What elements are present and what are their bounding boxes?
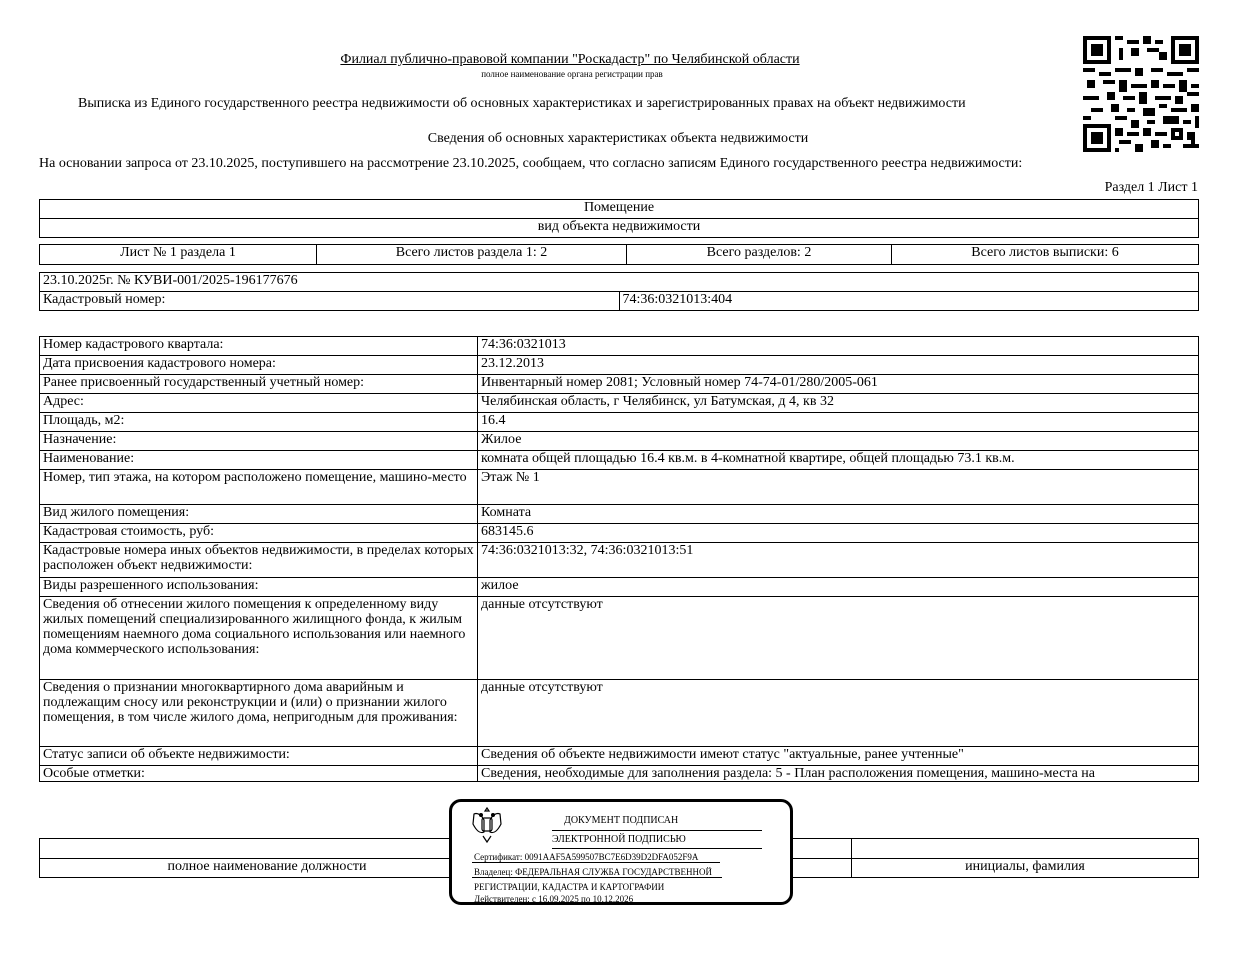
stamp-divider bbox=[472, 862, 720, 863]
row-label: Сведения о признании многоквартирного дома аварийным и подлежащим сносу или реконструкции и (или) о признании жилого помещения, в том числе жилого дома, непригодным для проживания: bbox=[40, 680, 478, 747]
table-row bbox=[40, 680, 1199, 747]
table-row bbox=[40, 505, 1199, 524]
coat-of-arms-icon bbox=[470, 806, 504, 844]
row-value: 74:36:0321013 bbox=[478, 337, 1199, 356]
position-cell bbox=[40, 839, 495, 859]
table-row bbox=[40, 578, 1199, 597]
stamp-certificate: Сертификат: 0091AAF5A599507BC7E6D39D2DFA052F9A bbox=[474, 852, 699, 862]
stamp-line1: ДОКУМЕНТ ПОДПИСАН bbox=[564, 815, 679, 826]
table-row bbox=[40, 356, 1199, 375]
stamp-valid: Действителен: с 16.09.2025 по 10.12.2026 bbox=[474, 894, 634, 904]
section-sheet: Раздел 1 Лист 1 bbox=[1104, 180, 1198, 195]
row-label: Площадь, м2: bbox=[40, 413, 478, 432]
table-row bbox=[40, 337, 1199, 356]
row-label: Кадастровая стоимость, руб: bbox=[40, 524, 478, 543]
total-sheets-section: Всего листов раздела 1: 2 bbox=[317, 245, 627, 265]
row-value: жилое bbox=[478, 578, 1199, 597]
row-value: 74:36:0321013:32, 74:36:0321013:51 bbox=[478, 543, 1199, 578]
doc-number-table bbox=[39, 272, 1199, 311]
row-label: Особые отметки: bbox=[40, 766, 478, 782]
stamp-divider bbox=[552, 830, 762, 831]
table-row bbox=[40, 375, 1199, 394]
document-title: Выписка из Единого государственного реестра недвижимости об основных характеристиках и зарегистрированных правах на объект недвижимости bbox=[78, 96, 966, 111]
row-value: Этаж № 1 bbox=[478, 470, 1199, 505]
row-value: Инвентарный номер 2081; Условный номер 74-74-01/280/2005-061 bbox=[478, 375, 1199, 394]
table-row bbox=[40, 524, 1199, 543]
row-value: Комната bbox=[478, 505, 1199, 524]
row-label: Наименование: bbox=[40, 451, 478, 470]
table-row bbox=[40, 597, 1199, 680]
table-row bbox=[40, 470, 1199, 505]
e-signature-stamp bbox=[449, 799, 793, 905]
object-kind-caption: вид объекта недвижимости bbox=[40, 219, 1199, 238]
row-label: Номер кадастрового квартала: bbox=[40, 337, 478, 356]
row-value: Сведения, необходимые для заполнения раздела: 5 - План расположения помещения, машино-места на bbox=[478, 766, 1199, 782]
object-kind: Помещение bbox=[40, 200, 1199, 219]
object-kind-table bbox=[39, 199, 1199, 238]
row-label: Номер, тип этажа, на котором расположено помещение, машино-место bbox=[40, 470, 478, 505]
total-sections: Всего разделов: 2 bbox=[627, 245, 892, 265]
row-value: данные отсутствуют bbox=[478, 597, 1199, 680]
table-row bbox=[40, 413, 1199, 432]
sheets-table bbox=[39, 244, 1199, 265]
row-value: 16.4 bbox=[478, 413, 1199, 432]
sheet-number: Лист № 1 раздела 1 bbox=[40, 245, 317, 265]
table-row bbox=[40, 766, 1199, 782]
table-row bbox=[40, 543, 1199, 578]
stamp-owner-cont: РЕГИСТРАЦИИ, КАДАСТРА И КАРТОГРАФИИ bbox=[474, 882, 665, 892]
org-name: Филиал публично-правовой компании "Роскадастр" по Челябинской области bbox=[340, 52, 800, 67]
characteristics-table bbox=[39, 336, 1199, 782]
row-label: Вид жилого помещения: bbox=[40, 505, 478, 524]
stamp-divider bbox=[552, 848, 762, 849]
cadastral-label: Кадастровый номер: bbox=[40, 292, 620, 311]
row-value: 683145.6 bbox=[478, 524, 1199, 543]
row-label: Сведения об отнесении жилого помещения к определенному виду жилых помещений специализированного жилищного фонда, к жилым помещениям наемного дома социального использования или наемного дома коммерческого использования: bbox=[40, 597, 478, 680]
total-sheets: Всего листов выписки: 6 bbox=[892, 245, 1199, 265]
table-row bbox=[40, 394, 1199, 413]
qr-code-icon bbox=[1083, 36, 1199, 152]
row-label: Виды разрешенного использования: bbox=[40, 578, 478, 597]
table-row bbox=[40, 432, 1199, 451]
stamp-owner: Владелец: ФЕДЕРАЛЬНАЯ СЛУЖБА ГОСУДАРСТВЕННОЙ bbox=[474, 867, 713, 877]
intro-text: На основании запроса от 23.10.2025, поступившего на рассмотрение 23.10.2025, сообщаем, что согласно записям Единого государственного реестра недвижимости: bbox=[39, 156, 1023, 171]
stamp-divider bbox=[472, 877, 722, 878]
name-cell bbox=[852, 839, 1199, 859]
row-value: комната общей площадью 16.4 кв.м. в 4-комнатной квартире, общей площадью 73.1 кв.м. bbox=[478, 451, 1199, 470]
row-label: Адрес: bbox=[40, 394, 478, 413]
name-caption: инициалы, фамилия bbox=[852, 859, 1199, 878]
row-value: Жилое bbox=[478, 432, 1199, 451]
org-caption: полное наименование органа регистрации прав bbox=[481, 69, 663, 79]
cadastral-value: 74:36:0321013:404 bbox=[619, 292, 1199, 311]
table-row bbox=[40, 747, 1199, 766]
position-caption: полное наименование должности bbox=[40, 859, 495, 878]
row-value: данные отсутствуют bbox=[478, 680, 1199, 747]
row-label: Дата присвоения кадастрового номера: bbox=[40, 356, 478, 375]
stamp-line2: ЭЛЕКТРОННОЙ ПОДПИСЬЮ bbox=[552, 834, 686, 845]
row-label: Ранее присвоенный государственный учетный номер: bbox=[40, 375, 478, 394]
row-value: 23.12.2013 bbox=[478, 356, 1199, 375]
row-label: Назначение: bbox=[40, 432, 478, 451]
doc-number: 23.10.2025г. № КУВИ-001/2025-196177676 bbox=[40, 273, 1199, 292]
document-subtitle: Сведения об основных характеристиках объекта недвижимости bbox=[427, 131, 809, 146]
table-row bbox=[40, 451, 1199, 470]
row-label: Статус записи об объекте недвижимости: bbox=[40, 747, 478, 766]
row-value: Челябинская область, г Челябинск, ул Батумская, д 4, кв 32 bbox=[478, 394, 1199, 413]
row-value: Сведения об объекте недвижимости имеют статус "актуальные, ранее учтенные" bbox=[478, 747, 1199, 766]
row-label: Кадастровые номера иных объектов недвижимости, в пределах которых расположен объект недвижимости: bbox=[40, 543, 478, 578]
